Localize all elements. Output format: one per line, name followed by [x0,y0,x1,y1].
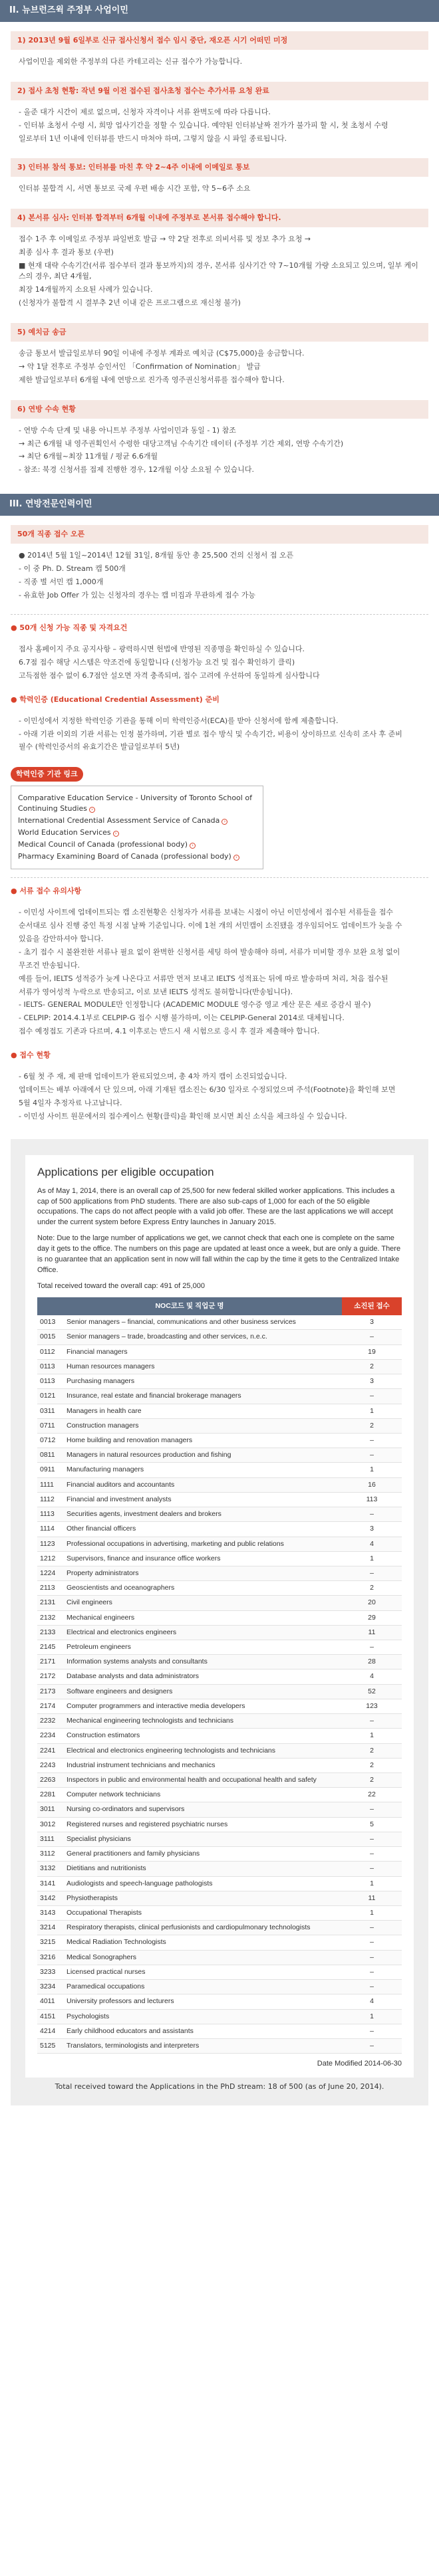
text-line: - 이민성에서 지정한 학력인증 기관을 통해 이미 학력인증서(ECA)를 받아 신청서에 함께 제출합니다. [19,716,339,725]
divider [11,877,428,878]
org-link-label[interactable]: Medical Council of Canada (professional body) [18,840,188,849]
text-line: - 이민성 사이트 원문에서의 접수케이스 현황(클릭)을 확인해 보시면 최신 소식을 체크하실 수 있습니다. [19,1112,347,1121]
noc-code: 3132 [37,1862,64,1876]
occupation-name: Database analysts and data administrators [64,1669,342,1684]
text-line: - 직종 별 서민 캡 1,000개 [19,578,104,586]
occupation-name: Occupational Therapists [64,1905,342,1920]
step-line: 최종 심사 후 결과 통보 (우편) [19,248,114,257]
occupation-name: General practitioners and family physicians [64,1847,342,1862]
occupation-name: Mechanical engineers [64,1610,342,1625]
table-row [37,1950,402,1965]
org-link-tag: 학력인증 기관 링크 [11,767,83,782]
noc-code: 0013 [37,1315,64,1330]
noc-code: 2234 [37,1729,64,1743]
org-link-label[interactable]: World Education Services [18,828,111,837]
table-row [37,1788,402,1802]
noc-code: 4011 [37,1994,64,2009]
table-row [37,1596,402,1610]
received-count: – [342,2038,402,2053]
noc-code: 2174 [37,1699,64,1713]
table-header-count: 소진된 접수 [342,1297,402,1315]
occupation-name: Financial managers [64,1344,342,1359]
noc-code: 0712 [37,1433,64,1448]
text-line: - 이민성 사이트에 업데이트되는 캡 소진현황은 신청자가 서류를 보내는 시점이 아닌 이민성에서 접수된 서류들을 접수 [19,907,393,916]
received-count: 2 [342,1418,402,1433]
table-row [37,1418,402,1433]
noc-code: 3143 [37,1905,64,1920]
occupation-name: Insurance, real estate and financial brokerage managers [64,1389,342,1404]
doc-paper [25,1155,414,2078]
step-body [11,227,428,314]
notes-title: ● 서류 접수 유의사항 [11,886,82,895]
doc-frame [11,1139,428,2105]
occupation-name: Manufacturing managers [64,1463,342,1477]
text-line: 업데이트는 배부 아래에서 단 있으며, 아래 기재된 캡소진는 6/30 일자로 수정되었으며 주석(Footnote)을 확인해 보면 [19,1085,396,1095]
table-row [37,1315,402,1330]
table-row [37,1832,402,1846]
received-count: – [342,2024,402,2038]
received-count: – [342,1566,402,1580]
table-row [37,1891,402,1905]
occ-lines [11,637,428,687]
received-count: 1 [342,1551,402,1566]
table-row [37,1389,402,1404]
noc-code: 2172 [37,1669,64,1684]
step-line: → 약 1달 전후로 주정부 승인서인 「Confirmation of Nomination」 발급 [19,362,261,371]
table-row [37,1330,402,1344]
noc-code: 1113 [37,1507,64,1522]
received-count: 4 [342,1669,402,1684]
table-row [37,2009,402,2024]
noc-code: 3215 [37,1935,64,1950]
step-line: 사업이민을 제외한 주정부의 다른 카테고리는 신규 접수가 가능합니다. [19,56,243,66]
step-line: 제한 발급일로부터 6개월 내에 연방으로 진가족 영주권신청서류를 접수해야 합니다. [19,375,285,384]
text-line: 예를 들어, IELTS 성적증가 늦게 나온다고 서류만 먼저 보내고 IELTS 성적표는 뒤에 따로 발송하며 처리, 처음 접수된 [19,974,388,983]
noc-code: 2243 [37,1758,64,1772]
notes-lines [11,901,428,1042]
step-line: 일로부터 1년 이내에 인터뷰를 반드시 마쳐야 하며, 그렇지 않을 시 파일 종료됩니다. [19,134,287,143]
occupation-table [37,1297,402,2054]
received-count: – [342,1330,402,1344]
noc-code: 0911 [37,1463,64,1477]
table-row [37,1802,402,1817]
noc-code: 3234 [37,1980,64,1994]
occupation-name: Psychologists [64,2009,342,2024]
step-line: 최장 14개월까지 소요된 사례가 있습니다. [19,285,153,294]
noc-code: 0711 [37,1418,64,1433]
occupation-name: Financial auditors and accountants [64,1477,342,1492]
received-count: – [342,1935,402,1950]
noc-code: 2113 [37,1581,64,1596]
occupation-name: Mechanical engineering technologists and technicians [64,1714,342,1729]
noc-code: 2241 [37,1743,64,1758]
table-row [37,1935,402,1950]
received-count: 4 [342,1537,402,1551]
occupation-name: Translators, terminologists and interpreters [64,2038,342,2053]
received-count: 3 [342,1315,402,1330]
text-line: - 초기 접수 시 불완전한 서류나 필요 없이 완벽한 신청서를 세팅 하여 발송해야 하며, 서류가 미비할 경우 보완 요청 없이 [19,947,400,956]
table-row [37,1463,402,1477]
phd-total: Total received toward the Applications in the PhD stream: 18 of 500 (as of June 20, 2014). [55,2082,384,2092]
received-count: 2 [342,1743,402,1758]
occupation-name: Computer network technicians [64,1788,342,1802]
table-row [37,1359,402,1374]
noc-code: 3011 [37,1802,64,1817]
text-line: - 유효한 Job Offer 가 있는 신청자의 경우는 캡 미집과 무관하게 접수 가능 [19,590,256,599]
occupation-name: Financial and investment analysts [64,1492,342,1507]
occupation-name: Computer programmers and interactive media developers [64,1699,342,1713]
cap-bar: 50개 직종 접수 오픈 [11,525,428,544]
occupation-name: Industrial instrument technicians and mechanics [64,1758,342,1772]
cap-lines [11,544,428,606]
occupation-name: Respiratory therapists, clinical perfusionists and cardiopulmonary technologists [64,1921,342,1935]
received-count: 11 [342,1891,402,1905]
occupation-name: Medical Sonographers [64,1950,342,1965]
noc-code: 2263 [37,1773,64,1788]
noc-code: 3141 [37,1876,64,1891]
received-count: – [342,1433,402,1448]
table-row [37,1610,402,1625]
table-row [37,1980,402,1994]
table-row [37,1965,402,1979]
noc-code: 1224 [37,1566,64,1580]
occupation-name: Civil engineers [64,1596,342,1610]
noc-code: 1112 [37,1492,64,1507]
external-link-icon: › [190,843,196,849]
table-row [37,1876,402,1891]
occupation-name: Petroleum engineers [64,1640,342,1655]
table-row [37,1640,402,1655]
section-2-body [0,31,439,481]
noc-code: 1114 [37,1522,64,1537]
received-count: – [342,1507,402,1522]
received-count: 1 [342,1404,402,1418]
received-count: 2 [342,1581,402,1596]
step-bar: 4) 본서류 심사: 인터뷰 합격부터 6개월 이내에 주정부로 본서류 접수해야 합니다. [11,209,428,227]
received-count: – [342,1980,402,1994]
occupation-name: Property administrators [64,1566,342,1580]
table-row [37,1566,402,1580]
step-body [11,50,428,72]
occupation-name: Construction managers [64,1418,342,1433]
noc-code: 0112 [37,1344,64,1359]
divider [11,614,428,615]
occupation-name: Software engineers and designers [64,1684,342,1699]
step-body [11,342,428,391]
received-count: – [342,1714,402,1729]
received-count: 22 [342,1788,402,1802]
table-row [37,1743,402,1758]
noc-code: 1111 [37,1477,64,1492]
table-row [37,1625,402,1640]
step-body [11,100,428,150]
noc-code: 3142 [37,1891,64,1905]
received-count: – [342,1640,402,1655]
org-link[interactable] [18,815,256,826]
received-count: – [342,1862,402,1876]
table-row [37,1921,402,1935]
noc-code: 4151 [37,2009,64,2024]
received-count: 20 [342,1596,402,1610]
step-line: 송금 통보서 발급일로부터 90일 이내에 주정부 계좌로 예치금 (C$75,000)을 송금합니다. [19,348,305,358]
doc-note: Note: Due to the large number of applications we get, we cannot check that each one is complete on the same day it gets to the office. The numbers on this page are updated at least once a week, but are only a guide. There is no guarantee that an application sent in now will fall within the cap by the time it gets to the Centralized Intake Office. [37,1234,401,1275]
noc-code: 0113 [37,1374,64,1389]
occupation-name: Dietitians and nutritionists [64,1862,342,1876]
text-line: 접수 예정접도 기존과 다르며, 4.1 이후로는 반드시 새 시험으로 응시 후 결과 제출해야 합니다. [19,1027,320,1036]
status-lines [11,1065,428,1127]
table-row [37,1433,402,1448]
noc-code: 0811 [37,1448,64,1463]
received-count: 19 [342,1344,402,1359]
occupation-name: Managers in natural resources production and fishing [64,1448,342,1463]
external-link-icon: › [233,855,239,861]
table-row [37,1448,402,1463]
occupation-name: Senior managers – financial, communications and other business services [64,1315,342,1330]
section-2-header: II. 뉴브런즈윅 주정부 사업이민 [0,0,439,22]
text-line: 접사 홈페이지 주요 공지사항 – 광력하시면 헌법에 반영된 직종명을 확인하실 수 있습니다. [19,644,305,653]
external-link-icon: › [113,831,119,837]
step-line: → 최단 6개월~최장 11개월 / 평균 6.6개월 [19,452,158,461]
occupation-name: Home building and renovation managers [64,1433,342,1448]
occupation-name: Human resources managers [64,1359,342,1374]
step-body [11,419,428,481]
table-row [37,1817,402,1832]
doc-total: Total received toward the overall cap: 491 of 25,000 [37,1282,205,1291]
section-3-header: III. 연방전문인력이민 [0,494,439,516]
occupation-name: Electrical and electronics engineers [64,1625,342,1640]
received-count: 113 [342,1492,402,1507]
noc-code: 2171 [37,1655,64,1669]
noc-code: 2131 [37,1596,64,1610]
table-row [37,1862,402,1876]
text-line: 서류가 영어성적 누락으로 반송되고, 이로 보낸 IELTS 성적도 불허합니다(반송됩니다). [19,987,293,996]
occupation-name: Physiotherapists [64,1891,342,1905]
org-link[interactable] [18,827,256,838]
occupation-name: Registered nurses and registered psychiatric nurses [64,1817,342,1832]
step-line: - 인터뷰 초청서 수령 시, 희망 업사기간을 정할 수 있습니다. 예약된 인터뷰날짜 전가가 불가피 할 시, 첫 초청서 수령 [19,120,388,130]
step-bar: 6) 연방 수속 현황 [11,400,428,419]
noc-code: 2132 [37,1610,64,1625]
occ-title: ● 50개 신청 가능 직종 및 자격요건 [11,623,128,632]
received-count: 3 [342,1374,402,1389]
noc-code: 3214 [37,1921,64,1935]
org-link-box [11,786,263,869]
received-count: 28 [342,1655,402,1669]
received-count: – [342,1847,402,1862]
received-count: 123 [342,1699,402,1713]
received-count: 4 [342,1994,402,2009]
text-line: - 아래 기관 이외의 기관 서류는 인정 불가하며, 기관 별로 접수 방식 및 수속기간, 비용이 상이하므로 신속히 조사 후 준비 [19,729,402,738]
occupation-name: Audiologists and speech-language pathologists [64,1876,342,1891]
table-header-occupation: NOC코드 및 직업군 명 [37,1297,342,1315]
step-bar: 1) 2013년 9월 6일부로 신규 접사신청서 접수 임시 중단, 재오픈 시기 어떠민 미정 [11,31,428,50]
received-count: – [342,1448,402,1463]
received-count: 1 [342,1905,402,1920]
table-row [37,1477,402,1492]
table-row [37,1699,402,1713]
occupation-name: Licensed practical nurses [64,1965,342,1979]
table-row [37,1507,402,1522]
occupation-name: Purchasing managers [64,1374,342,1389]
table-row [37,1758,402,1772]
step-line: ■ 현재 대략 수속기간(서류 접수부터 결과 통보까지)의 경우, 본서류 심사기간 약 7~10개월 가량 소요되고 있으며, 일부 케이스의 경우, 최단 4개월, [19,261,418,281]
table-row [37,1905,402,1920]
table-row [37,1344,402,1359]
text-line: 6.7점 접수 해당 시스템은 약조건에 동일합니다 (신청가능 요건 및 접수 확인하기 클릭) [19,657,295,667]
received-count: – [342,1965,402,1979]
received-count: 2 [342,1758,402,1772]
received-count: – [342,1389,402,1404]
org-link[interactable] [18,851,256,862]
eca-title: ● 학력인증 (Educational Credential Assessment) 준비 [11,695,220,704]
external-link-icon: › [221,819,227,825]
occupation-name: Geoscientists and oceanographers [64,1581,342,1596]
occupation-name: Nursing co-ordinators and supervisors [64,1802,342,1817]
occupation-name: Medical Radiation Technologists [64,1935,342,1950]
table-row [37,1773,402,1788]
org-link-label[interactable]: Comparative Education Service - University of Toronto School of Continuing Studies [18,794,252,813]
noc-code: 3216 [37,1950,64,1965]
noc-code: 0113 [37,1359,64,1374]
external-link-icon: › [89,807,95,813]
step-line: (신청자가 불합격 시 결부추 2년 이내 같은 프로그램으로 재신청 불가) [19,298,241,307]
received-count: 52 [342,1684,402,1699]
occupation-name: Specialist physicians [64,1832,342,1846]
received-count: – [342,1950,402,1965]
text-line: ● 2014년 5월 1일~2014년 12월 31일, 8개월 동안 총 25,500 건의 신청서 접 오픈 [19,551,294,560]
occupation-name: Electrical and electronics engineering technologists and technicians [64,1743,342,1758]
table-row [37,1581,402,1596]
occupation-name: Paramedical occupations [64,1980,342,1994]
step-line: - 참조: 북경 신청서를 접제 진행한 경우, 12개월 이상 소요될 수 있습니다. [19,465,255,475]
noc-code: 4214 [37,2024,64,2038]
noc-code: 1123 [37,1537,64,1551]
status-title: ● 접수 현황 [11,1051,51,1060]
text-line: 순서대로 심사 진행 중인 특정 시점 날짜 기준입니다. 이에 1천 개의 서민캡이 소진됐을 경우임되어도 업데이트가 늦을 수 [19,920,402,930]
table-row [37,1994,402,2009]
occupation-name: Supervisors, finance and insurance office workers [64,1551,342,1566]
received-count: – [342,1921,402,1935]
step-body [11,177,428,199]
noc-code: 2281 [37,1788,64,1802]
table-row [37,1522,402,1537]
occupation-name: Securities agents, investment dealers and brokers [64,1507,342,1522]
table-row [37,1847,402,1862]
noc-code: 2133 [37,1625,64,1640]
received-count: 11 [342,1625,402,1640]
table-row [37,1537,402,1551]
step-line: 인터뷰 불합격 시, 서면 통보로 국제 우편 배송 시간 포함, 약 5~6주 소요 [19,184,251,193]
table-row [37,2024,402,2038]
table-row [37,1669,402,1684]
received-count: – [342,1802,402,1817]
org-link[interactable] [18,839,256,850]
received-count: 2 [342,1773,402,1788]
occupation-name: Other financial officers [64,1522,342,1537]
received-count: 1 [342,1876,402,1891]
received-count: 1 [342,2009,402,2024]
table-row [37,1655,402,1669]
occupation-name: Managers in health care [64,1404,342,1418]
received-count: 2 [342,1359,402,1374]
received-count: – [342,1832,402,1846]
text-line: - CELPIP: 2014.4.1부로 CELPIP-G 접수 시행 불가하며, 이는 CELPIP-General 2014로 대체됩니다. [19,1014,345,1023]
noc-code: 3012 [37,1817,64,1832]
table-row [37,1684,402,1699]
text-line: - 6월 첫 주 재, 제 판매 업데이트가 완료되었으며, 총 4차 까지 캡이 소진되었습니다. [19,1072,287,1081]
received-count: 1 [342,1463,402,1477]
noc-code: 2173 [37,1684,64,1699]
text-line: 5월 4일자 추정자료 나고납니다. [19,1099,122,1108]
received-count: 5 [342,1817,402,1832]
step-line: → 최근 6개월 내 영주권획인서 수령한 대당고객님 수속기간 데이터 (주정부 기간 제외, 연방 수속기간) [19,439,344,448]
noc-code: 3233 [37,1965,64,1979]
noc-code: 0311 [37,1404,64,1418]
step-line: - 연방 수속 단계 및 내용 아니트부 주정부 사업이민과 동일 - 1) 참조 [19,425,236,435]
step-bar: 5) 예치금 송금 [11,323,428,342]
occupation-name: Inspectors in public and environmental health and occupational health and safety [64,1773,342,1788]
noc-code: 3112 [37,1847,64,1862]
eca-lines [11,709,428,758]
step-bar: 2) 접사 초청 현황: 작년 9월 이전 접수된 접사초청 접수는 추가서류 요청 완료 [11,82,428,100]
noc-code: 3111 [37,1832,64,1846]
doc-intro: As of May 1, 2014, there is an overall cap of 25,500 for new federal skilled worker applications. This includes a cap of 500 applications from PhD students. There are also sub-caps of 1,000 for each of the 50 eligible occupations. The caps do not affect people with a valid job offer. These are the last applications we will accept under the current system before Express Entry launches in January 2015. [37,1186,395,1227]
section-3-body [0,525,439,1127]
received-count: 3 [342,1522,402,1537]
text-line: 무조건 반송됩니다. [19,960,80,970]
date-modified: Date Modified 2014-06-30 [317,2060,402,2068]
text-line: 필수 (학력인증서의 유효기간은 발급일로부터 5년) [19,742,180,752]
table-row [37,1729,402,1743]
text-line: 고득점한 점수 없이 6.7점안 설오면 자격 충족되며, 접수 고려에 우선하여 동일하게 심사합니다 [19,671,320,680]
step-bar: 3) 인터뷰 참석 통보: 인터뷰를 마친 후 약 2~4주 이내에 이메일로 통보 [11,158,428,177]
noc-code: 2145 [37,1640,64,1655]
received-count: 29 [342,1610,402,1625]
received-count: 16 [342,1477,402,1492]
noc-code: 1212 [37,1551,64,1566]
org-link-label[interactable]: International Credential Assessment Service of Canada [18,816,220,825]
received-count: 1 [342,1729,402,1743]
org-link-label[interactable]: Pharmacy Examining Board of Canada (professional body) [18,852,231,861]
noc-code: 0121 [37,1389,64,1404]
text-line: - IELTS- GENERAL MODULE만 인정합니다 (ACADEMIC MODULE 영수증 영교 계산 문은 세로 증감시 필수) [19,1000,371,1010]
occupation-name: Early childhood educators and assistants [64,2024,342,2038]
table-row [37,1551,402,1566]
occupation-name: Professional occupations in advertising, marketing and public relations [64,1537,342,1551]
step-line: 접수 1주 후 이메일로 주정부 파일번호 발급 → 약 2달 전후로 의비서류 및 정보 추가 요청 → [19,235,311,244]
table-row [37,1404,402,1418]
table-row [37,2038,402,2053]
occupation-name: Senior managers – trade, broadcasting and other services, n.e.c. [64,1330,342,1344]
doc-title: Applications per eligible occupation [37,1165,214,1178]
occupation-name: Information systems analysts and consultants [64,1655,342,1669]
org-link[interactable] [18,793,256,814]
step-line: - 올준 대가 시간이 제로 없으며, 신청자 자격이나 서류 완벽도에 따라 다릅니다. [19,107,271,116]
occupation-name: Construction estimators [64,1729,342,1743]
text-line: 있음을 감안하셔야 합니다. [19,934,104,943]
table-row [37,1714,402,1729]
noc-code: 0015 [37,1330,64,1344]
table-row [37,1374,402,1389]
noc-code: 5125 [37,2038,64,2053]
table-row [37,1492,402,1507]
text-line: - 이 중 Ph. D. Stream 캡 500개 [19,564,126,574]
noc-code: 2232 [37,1714,64,1729]
occupation-name: University professors and lecturers [64,1994,342,2009]
